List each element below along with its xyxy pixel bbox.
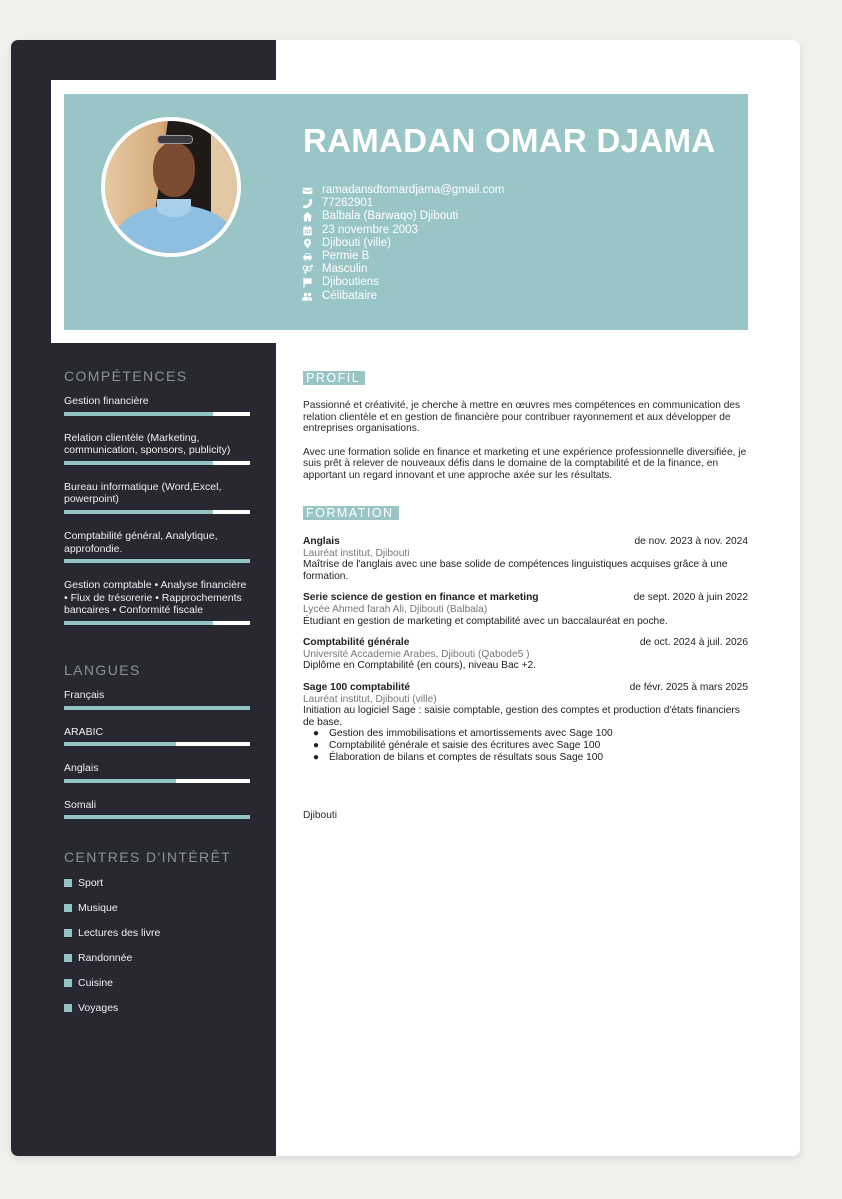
contact-nationality: [301, 276, 504, 289]
language-item: Français: [64, 689, 250, 710]
skill-item: Comptabilité général, Analytique, approfondie.: [64, 530, 250, 563]
bullet-icon: ●: [313, 739, 320, 751]
interest-item: Voyages: [64, 995, 250, 1020]
contact-address: [301, 210, 504, 223]
address-text: Balbala (Barwaqo) Djibouti: [322, 210, 459, 223]
skill-bar: [64, 559, 250, 563]
birthdate-text: 23 novembre 2003: [322, 223, 418, 236]
formation-item: Serie science de gestion en finance et marketing de sept. 2020 à juin 2022 Lycée Ahmed farah Ali, Djibouti (Balbala) Étudiant en gestion de marketing et comptabilité avec un baccalauréat en poche.: [303, 592, 748, 627]
flag-icon: [301, 277, 314, 289]
marital-status-text: Célibataire: [322, 289, 377, 302]
users-icon: [301, 290, 314, 302]
skills-title: COMPÉTENCES: [64, 368, 188, 384]
contact-list: [301, 184, 504, 303]
envelope-icon: [301, 185, 314, 197]
formation-item: Comptabilité générale de oct. 2024 à juil. 2026 Université Accademie Arabes, Djibouti (Qabode5 ) Diplôme en Comptabilité (en cours), niveau Bac +2.: [303, 637, 748, 672]
gender-icon: [301, 264, 314, 276]
skill-bar: [64, 461, 250, 465]
skill-bar: [64, 621, 250, 625]
bullet-item: ● Élaboration de bilans et comptes de résultats sous Sage 100: [313, 751, 604, 763]
formation-section: [303, 504, 748, 773]
language-item: Somali: [64, 799, 250, 820]
skill-bar: [64, 510, 250, 514]
footer-location: Djibouti: [303, 810, 337, 821]
interests-title: CENTRES D'INTÉRÊT: [64, 849, 232, 865]
contact-email: [301, 184, 504, 197]
language-bar: [64, 742, 250, 746]
square-bullet-icon: [64, 879, 72, 887]
email-text: ramadansdtomardjama@gmail.com: [322, 184, 505, 197]
profile-paragraph: Passionné et créativité, je cherche à mettre en œuvres mes compétences en communication des relation clientèle et en gestion de financière pour contribuer rayonnement et aux développer de entreprises organisations.: [303, 400, 741, 435]
bullet-icon: ●: [313, 751, 320, 763]
language-bar: [64, 779, 250, 783]
square-bullet-icon: [64, 954, 72, 962]
skills-section: [64, 367, 250, 625]
language-item: Anglais: [64, 762, 250, 783]
profile-heading: PROFIL: [303, 371, 365, 385]
interest-item: Sport: [64, 870, 250, 895]
formation-bullets: [303, 728, 748, 763]
home-icon: [301, 211, 314, 223]
gender-text: Masculin: [322, 263, 368, 276]
candidate-name: RAMADAN OMAR DJAMA: [303, 122, 716, 159]
language-item: ARABIC: [64, 726, 250, 747]
contact-license: [301, 250, 504, 263]
formation-item: Sage 100 comptabilité de févr. 2025 à mars 2025 Lauréat institut, Djibouti (ville) Initiation au logiciel Sage : saisie comptable, gestion des comptes et production d'états financiers de base. ● Gestion des immobilisations et amortissements avec Sage 100 ● Comptabilité générale et saisie des écritures avec Sage 100 ● Élaboration de bilans et comptes de résultats sous Sage 100: [303, 681, 748, 763]
skill-item: Gestion financière: [64, 395, 250, 416]
formation-item: Anglais de nov. 2023 à nov. 2024 Lauréat institut, Djibouti Maîtrise de l'anglais avec une base solide de compétences linguistiques acquises grâce à une formation.: [303, 536, 748, 582]
bullet-icon: ●: [313, 728, 320, 740]
nationality-text: Djiboutiens: [322, 276, 379, 289]
contact-birthdate: [301, 224, 504, 237]
skill-item: Relation clientèle (Marketing, communication, sponsors, publicity): [64, 432, 250, 465]
profile-photo: [101, 117, 241, 257]
car-icon: [301, 251, 314, 263]
square-bullet-icon: [64, 929, 72, 937]
language-bar: [64, 815, 250, 819]
profile-section: [303, 369, 748, 482]
calendar-icon: [301, 224, 314, 236]
phone-icon: [301, 198, 314, 210]
license-text: Permie B: [322, 250, 370, 263]
interests-section: [64, 848, 250, 1020]
phone-text: 77262901: [322, 197, 374, 210]
map-pin-icon: [301, 237, 314, 249]
square-bullet-icon: [64, 979, 72, 987]
header: [64, 94, 748, 330]
interest-item: Cuisine: [64, 970, 250, 995]
formation-heading: FORMATION: [303, 506, 399, 520]
contact-marital-status: [301, 290, 504, 303]
bullet-item: ● Comptabilité générale et saisie des écritures avec Sage 100: [313, 739, 601, 751]
profile-paragraph: Avec une formation solide en finance et marketing et une expérience professionnelle diversifiée, je suis prêt à relever de nouveaux défis dans le domaine de la comptabilité et de la finance, en apportant un regard innovant et une approche axée sur les résultats.: [303, 446, 747, 481]
contact-gender: [301, 263, 504, 276]
square-bullet-icon: [64, 904, 72, 912]
skill-item: Gestion comptable • Analyse financière • Flux de trésorerie • Rapprochements bancaires • Conformité fiscale: [64, 579, 250, 625]
interest-item: Lectures des livre: [64, 920, 250, 945]
location-text: Djibouti (ville): [322, 236, 392, 249]
bullet-item: ● Gestion des immobilisations et amortissements avec Sage 100: [313, 728, 613, 740]
interest-item: Randonnée: [64, 945, 250, 970]
contact-location: [301, 237, 504, 250]
languages-section: [64, 661, 250, 819]
interest-item: Musique: [64, 895, 250, 920]
skill-bar: [64, 412, 250, 416]
language-bar: [64, 706, 250, 710]
contact-phone: [301, 197, 504, 210]
square-bullet-icon: [64, 1004, 72, 1012]
resume-page: [11, 40, 800, 1156]
skill-item: Bureau informatique (Word,Excel, powerpoint): [64, 481, 250, 514]
languages-title: LANGUES: [64, 662, 141, 678]
